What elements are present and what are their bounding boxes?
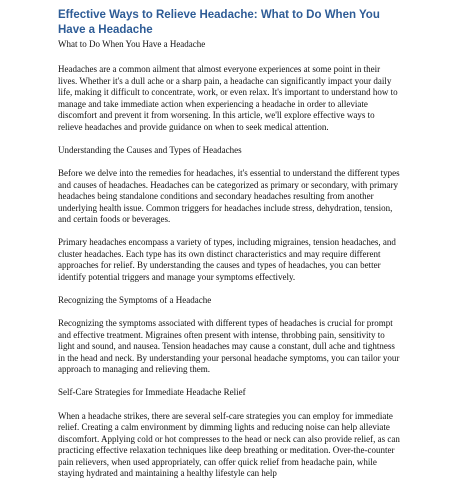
symptoms-paragraph: Recognizing the symptoms associated with different types of headaches is crucial for prompt and effective treatment. Migraines often present with intense, throbbing pain, sensitivity to light and sound, and nausea. Tension headaches may cause a constant, dull ache and tightness in the head and neck. By understanding your personal headache symptoms, you can tailor your approach to managing and relieving them. [58, 318, 400, 374]
document-subtitle: What to Do When You Have a Headache [58, 39, 206, 49]
causes-paragraph-1: Before we delve into the remedies for headaches, it's essential to understand the different types and causes of headaches. Headaches can be categorized as primary or secondary, with primary headaches being standalone conditions and secondary headaches resulting from another underlying health issue. Common triggers for headaches include stress, dehydration, tension, and certain foods or beverages. [58, 168, 400, 224]
self-care-paragraph: When a headache strikes, there are several self-care strategies you can employ for immediate relief. Creating a calm environment by dimming lights and reducing noise can help alleviate discomfort. Applying cold or hot compresses to the head or neck can also provide relief, as can practicing effective relaxation techniques like deep breathing or meditation. Over-the-counter pain relievers, when used appropriately, can offer quick relief from headache pain, while staying hydrated and maintaining a healthy lifestyle can help [58, 410, 400, 478]
section-heading-causes: Understanding the Causes and Types of Headaches [58, 144, 242, 155]
document-title: Effective Ways to Relieve Headache: What to Do When You Have a Headache [58, 9, 380, 36]
causes-paragraph-2: Primary headaches encompass a variety of types, including migraines, tension headaches, and cluster headaches. Each type has its own distinct characteristics and may require different approaches for relief. By understanding the causes and types of headaches, you can better identify potential triggers and manage your symptoms effectively. [58, 237, 396, 282]
document-page [58, 8, 400, 491]
section-heading-self-care: Self-Care Strategies for Immediate Headache Relief [58, 387, 246, 397]
intro-paragraph: Headaches are a common ailment that almost everyone experiences at some point in their lives. Whether it's a dull ache or a sharp pain, a headache can significantly impact your daily life, making it difficult to concentrate, work, or even relax. It's important to understand how to manage and take immediate action when experiencing a headache in order to alleviate discomfort and prevent it from worsening. In this article, we'll explore effective ways to relieve headaches and provide guidance on when to seek medical attention. [58, 64, 398, 132]
section-heading-symptoms: Recognizing the Symptoms of a Headache [58, 294, 212, 305]
